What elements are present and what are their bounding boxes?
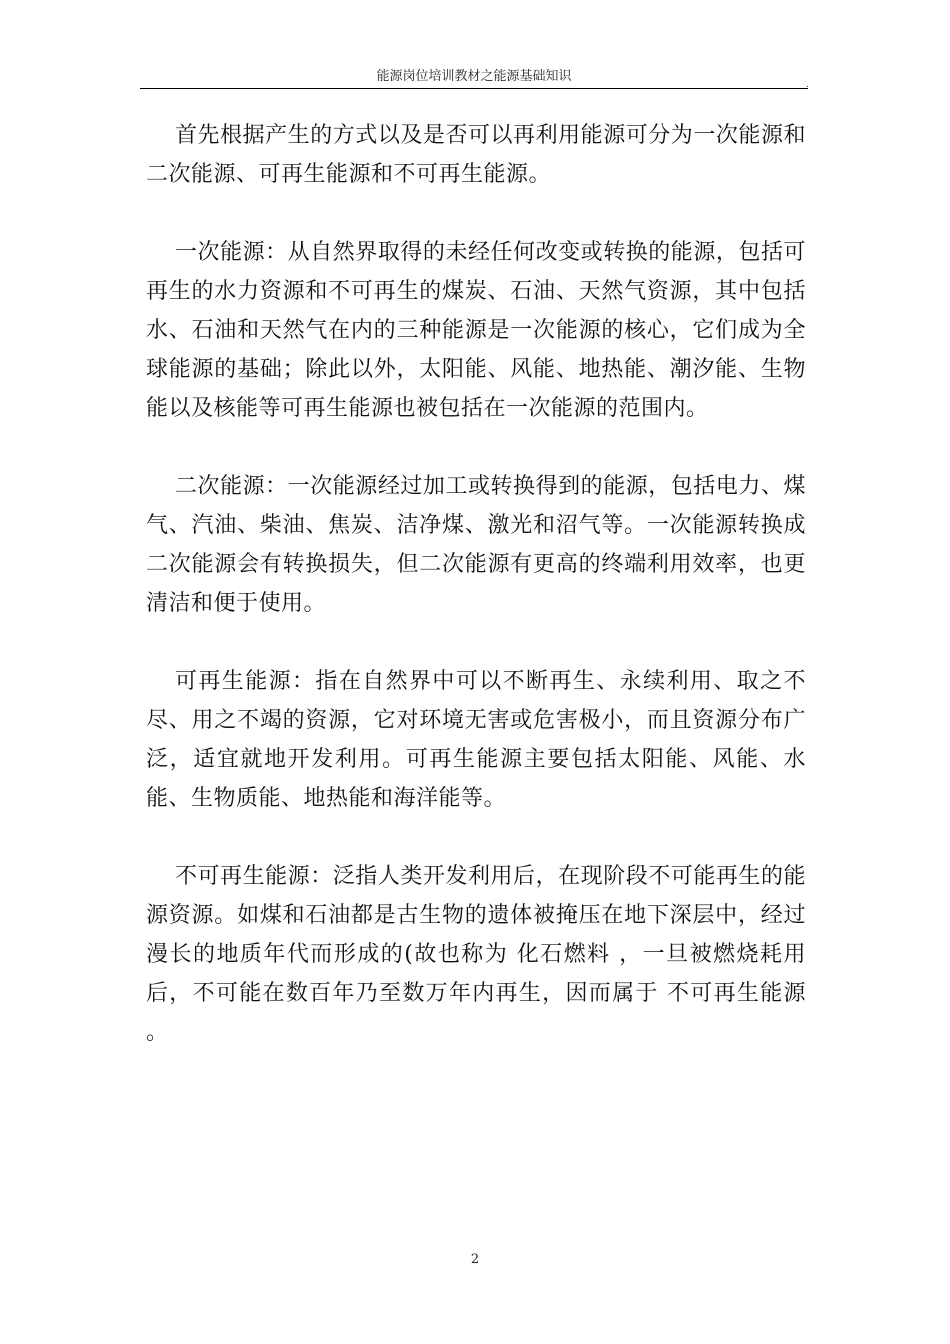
paragraph-nonrenewable-energy: 不可再生能源：泛指人类开发利用后，在现阶段不可能再生的能源资源。如煤和石油都是古生物的遗体被掩压在地下深层中，经过漫长的地质年代而形成的(故也称为 化石燃料 ，一旦被燃烧耗用后，不可能在数百年乃至数万年内再生，因而属于 不可再生能源 。 [146,864,806,1045]
paragraph-primary-energy: 一次能源：从自然界取得的未经任何改变或转换的能源，包括可再生的水力资源和不可再生的煤炭、石油、天然气资源，其中包括水、石油和天然气在内的三种能源是一次能源的核心，它们成为全球能源的基础；除此以外，太阳能、风能、地热能、潮汐能、生物能以及核能等可再生能源也被包括在一次能源的范围内。 [146,240,806,421]
page-number: 2 [470,1252,480,1267]
running-header: 能源岗位培训教材之能源基础知识 [376,69,572,84]
paragraph-secondary-energy: 二次能源：一次能源经过加工或转换得到的能源，包括电力、煤气、汽油、柴油、焦炭、洁净煤、激光和沼气等。一次能源转换成二次能源会有转换损失，但二次能源有更高的终端利用效率，也更清洁和便于使用。 [146,474,806,616]
header-divider [140,88,808,89]
document-body [146,116,806,1091]
paragraph-intro: 首先根据产生的方式以及是否可以再利用能源可分为一次能源和二次能源、可再生能源和不可再生能源。 [146,123,806,187]
header-mark: . [806,80,809,90]
paragraph-renewable-energy: 可再生能源：指在自然界中可以不断再生、永续利用、取之不尽、用之不竭的资源，它对环境无害或危害极小，而且资源分布广泛，适宜就地开发利用。可再生能源主要包括太阳能、风能、水能、生物质能、地热能和海洋能等。 [146,669,806,811]
